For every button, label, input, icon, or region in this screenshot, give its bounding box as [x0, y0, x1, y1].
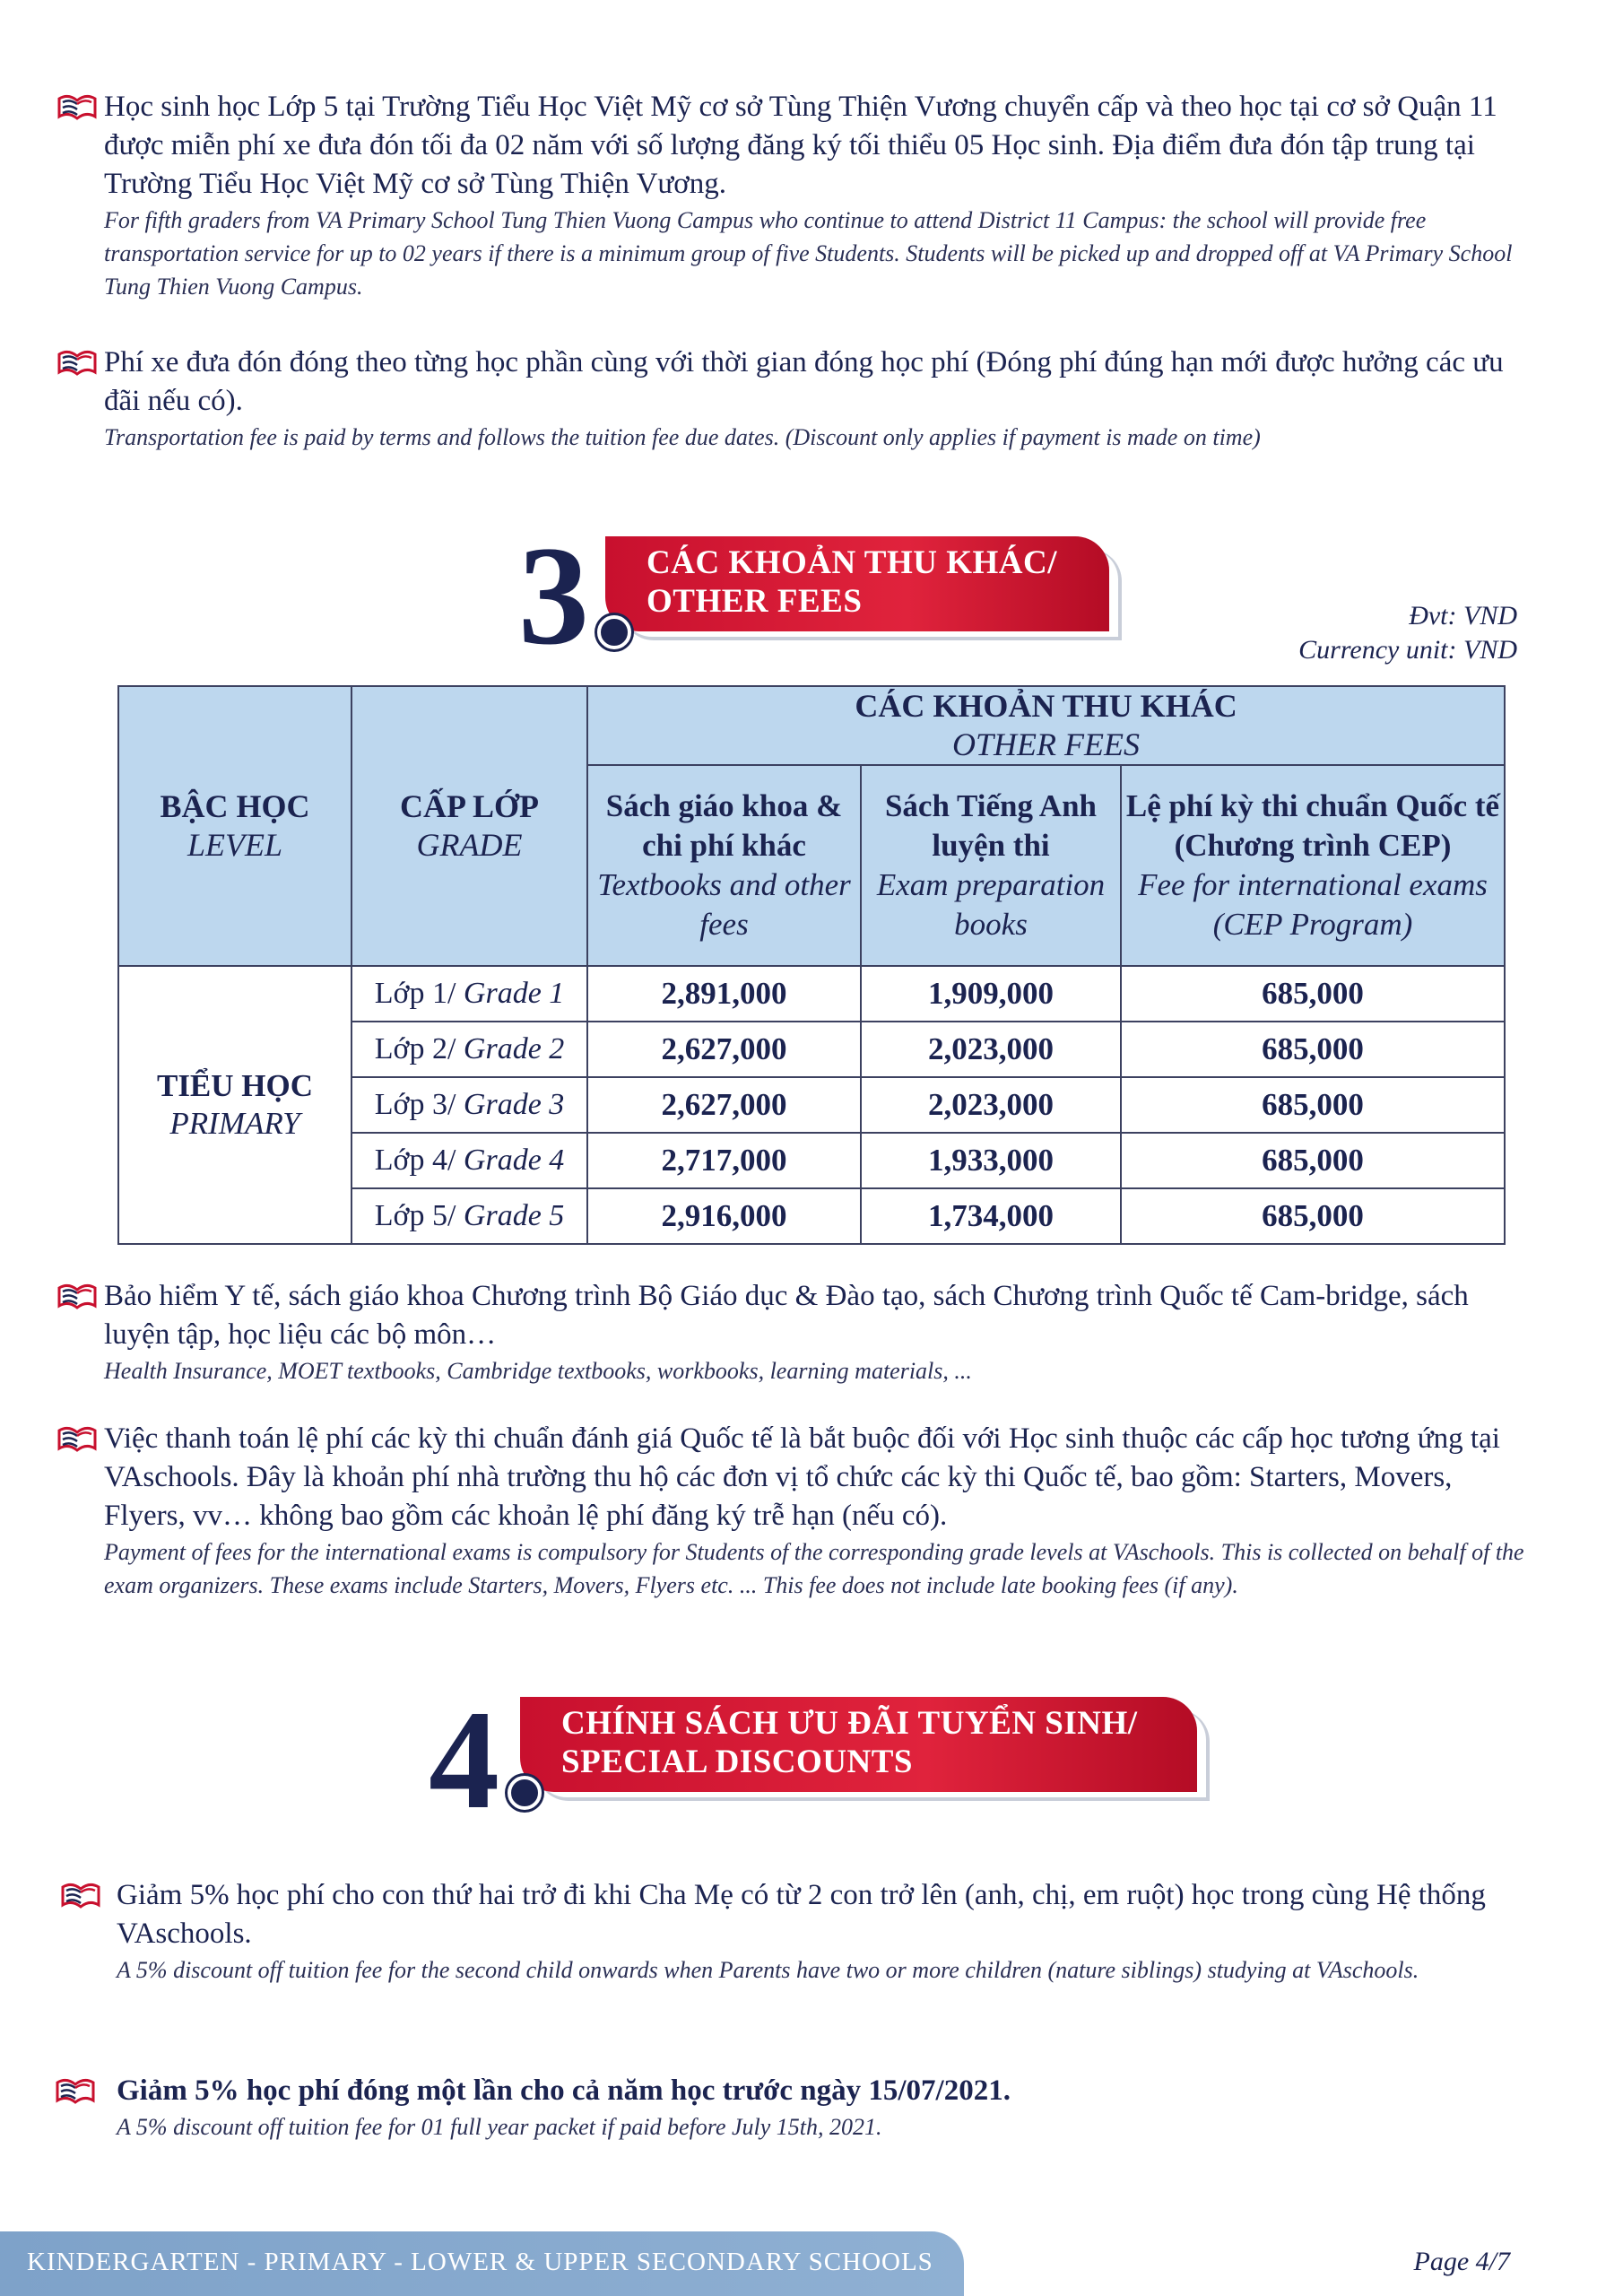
grade-cell — [352, 1188, 587, 1244]
exam-fee-cell: 685,000 — [1121, 1022, 1505, 1077]
col1-header-vi: Sách giáo khoa & chi phí khác — [605, 788, 843, 863]
col3-header-vi: Lệ phí kỳ thi chuẩn Quốc tế (Chương trình CEP) — [1125, 788, 1500, 863]
grade-vi: Lớp 1/ — [374, 977, 456, 1010]
textbooks-fee-cell: 2,627,000 — [587, 1077, 861, 1133]
section-title-en: OTHER FEES — [647, 583, 863, 620]
exam-books-fee-cell: 2,023,000 — [861, 1022, 1121, 1077]
grade-en: Grade 1 — [456, 977, 565, 1010]
book-bullet-icon — [59, 1880, 102, 1910]
book-bullet-icon — [56, 91, 99, 122]
bullet-en-text: Transportation fee is paid by terms and follows the tuition fee due dates. (Discount only applies if payment is made on time) — [104, 424, 1261, 450]
insurance-books-bullet — [56, 1277, 1526, 1387]
section-title-banner — [520, 1697, 1197, 1792]
exam-books-fee-cell: 1,909,000 — [861, 966, 1121, 1022]
currency-unit-en: Currency unit: VND — [1298, 635, 1517, 665]
grade-header-vi: CẤP LỚP — [399, 788, 539, 824]
other-fees-table — [117, 685, 1506, 1245]
transport-fee-bullet — [56, 344, 1526, 454]
textbooks-column-header — [587, 765, 861, 966]
section-title-vi: CÁC KHOẢN THU KHÁC/ — [647, 544, 1057, 581]
level-en: PRIMARY — [169, 1106, 300, 1141]
footer-schools-text: KINDERGARTEN - PRIMARY - LOWER & UPPER SECONDARY SCHOOLS — [27, 2248, 933, 2276]
section-number: 3 — [518, 517, 589, 674]
textbooks-fee-cell: 2,717,000 — [587, 1133, 861, 1188]
textbooks-fee-cell: 2,627,000 — [587, 1022, 861, 1077]
level-header-en: LEVEL — [187, 827, 282, 863]
col2-header-vi: Sách Tiếng Anh luyện thi — [884, 788, 1098, 863]
grade-header-en: GRADE — [416, 827, 523, 863]
bullet-vi-text: Phí xe đưa đón đóng theo từng học phần cùng với thời gian đóng học phí (Đóng phí đúng hạn mới được hưởng các ưu đãi nếu có). — [104, 346, 1504, 417]
bullet-vi-text: Giảm 5% học phí cho con thứ hai trở đi khi Cha Mẹ có từ 2 con trở lên (anh, chị, em ruột) học trong cùng Hệ thống VAschools. — [117, 1879, 1486, 1950]
group-header-vi: CÁC KHOẢN THU KHÁC — [855, 688, 1237, 724]
exam-fee-cell: 685,000 — [1121, 1133, 1505, 1188]
textbooks-fee-cell: 2,891,000 — [587, 966, 861, 1022]
grade-en: Grade 4 — [456, 1144, 565, 1177]
grade-vi: Lớp 2/ — [374, 1032, 456, 1065]
full-year-discount-bullet — [54, 2072, 1524, 2144]
section-title-en: SPECIAL DISCOUNTS — [561, 1744, 913, 1780]
exam-fee-cell: 685,000 — [1121, 966, 1505, 1022]
bullet-en-text: For fifth graders from VA Primary School Tung Thien Vuong Campus who continue to attend District 11 Campus: the school will provide free transportation service for up to 02 years if there is a minimum group of five Students. Students will be picked up and dropped off at VA Primary School Tung Thien Vuong Campus. — [104, 207, 1513, 300]
level-vi: TIỂU HỌC — [156, 1068, 314, 1103]
bullet-vi-text: Học sinh học Lớp 5 tại Trường Tiểu Học Việt Mỹ cơ sở Tùng Thiện Vương chuyển cấp và theo học tại cơ sở Quận 11 được miễn phí xe đưa đón tối đa 02 năm với số lượng đăng ký tối thiểu 05 Học sinh. Địa điểm đưa đón tập trung tại Trường Tiểu Học Việt Mỹ cơ sở Tùng Thiện Vương. — [104, 91, 1497, 200]
textbooks-fee-cell: 2,916,000 — [587, 1188, 861, 1244]
table-row — [118, 966, 1505, 1022]
exam-books-fee-cell: 1,933,000 — [861, 1133, 1121, 1188]
transport-free-bullet — [56, 88, 1526, 303]
sibling-discount-bullet — [59, 1876, 1530, 1987]
section-number: 4 — [429, 1682, 499, 1839]
section-title-vi: CHÍNH SÁCH ƯU ĐÃI TUYỂN SINH/ — [561, 1705, 1138, 1742]
section-dot — [597, 615, 631, 649]
grade-cell — [352, 1022, 587, 1077]
bullet-en-text: A 5% discount off tuition fee for the second child onwards when Parents have two or more children (nature siblings) studying at VAschools. — [117, 1957, 1419, 1983]
book-bullet-icon — [56, 1423, 99, 1454]
exam-fee-cell: 685,000 — [1121, 1077, 1505, 1133]
primary-level-cell — [118, 966, 352, 1244]
bullet-en-text: Payment of fees for the international exams is compulsory for Students of the corresponding grade levels at VAschools. This is collected on behalf of the exam organizers. These exams include Starters, Movers, Flyers etc. ... This fee does not include late booking fees (if any). — [104, 1539, 1524, 1598]
col1-header-en: Textbooks and other fees — [597, 867, 851, 942]
page-number: Page 4/7 — [1413, 2247, 1510, 2276]
grade-header — [352, 686, 587, 966]
grade-en: Grade 2 — [456, 1032, 565, 1065]
group-header-en: OTHER FEES — [952, 726, 1140, 762]
col2-header-en: Exam preparation books — [876, 867, 1106, 942]
grade-vi: Lớp 4/ — [374, 1144, 456, 1177]
level-header — [118, 686, 352, 966]
level-header-vi: BẬC HỌC — [160, 788, 310, 824]
grade-cell — [352, 1077, 587, 1133]
col3-header-en: Fee for international exams (CEP Program) — [1138, 867, 1488, 942]
exam-books-fee-cell: 1,734,000 — [861, 1188, 1121, 1244]
bullet-vi-text: Việc thanh toán lệ phí các kỳ thi chuẩn đánh giá Quốc tế là bắt buộc đối với Học sinh thuộc các cấp học tương ứng tại VAschools. Đây là khoản phí nhà trường thu hộ các đơn vị tổ chức các kỳ thi Quốc tế, bao gồm: Starters, Movers, Flyers, vv… không bao gồm các khoản lệ phí đăng ký trễ hạn (nếu có). — [104, 1422, 1500, 1532]
bullet-en-text: Health Insurance, MOET textbooks, Cambridge textbooks, workbooks, learning materials, ... — [104, 1358, 972, 1384]
exam-fee-bullet — [56, 1420, 1526, 1602]
grade-en: Grade 3 — [456, 1088, 565, 1121]
grade-en: Grade 5 — [456, 1199, 565, 1232]
grade-cell — [352, 966, 587, 1022]
exam-fee-cell: 685,000 — [1121, 1188, 1505, 1244]
other-fees-group-header — [587, 686, 1505, 765]
grade-cell — [352, 1133, 587, 1188]
bullet-vi-text: Giảm 5% học phí đóng một lần cho cả năm học trước ngày 15/07/2021. — [117, 2074, 1011, 2107]
book-bullet-icon — [56, 347, 99, 378]
footer-bar — [0, 2231, 964, 2296]
exam-books-column-header — [861, 765, 1121, 966]
grade-vi: Lớp 3/ — [374, 1088, 456, 1121]
currency-unit — [1298, 599, 1517, 667]
section-title-banner — [605, 536, 1109, 631]
bullet-vi-text: Bảo hiểm Y tế, sách giáo khoa Chương trình Bộ Giáo dục & Đào tạo, sách Chương trình Quốc tế Cam-bridge, sách luyện tập, học liệu các bộ môn… — [104, 1280, 1469, 1351]
currency-unit-vi: Đvt: VND — [1409, 601, 1517, 631]
book-bullet-icon — [56, 1281, 99, 1311]
grade-vi: Lớp 5/ — [374, 1199, 456, 1232]
exam-fee-column-header — [1121, 765, 1505, 966]
section-dot — [508, 1776, 542, 1810]
book-bullet-icon — [54, 2075, 97, 2106]
bullet-en-text: A 5% discount off tuition fee for 01 full year packet if paid before July 15th, 2021. — [117, 2114, 882, 2140]
exam-books-fee-cell: 2,023,000 — [861, 1077, 1121, 1133]
